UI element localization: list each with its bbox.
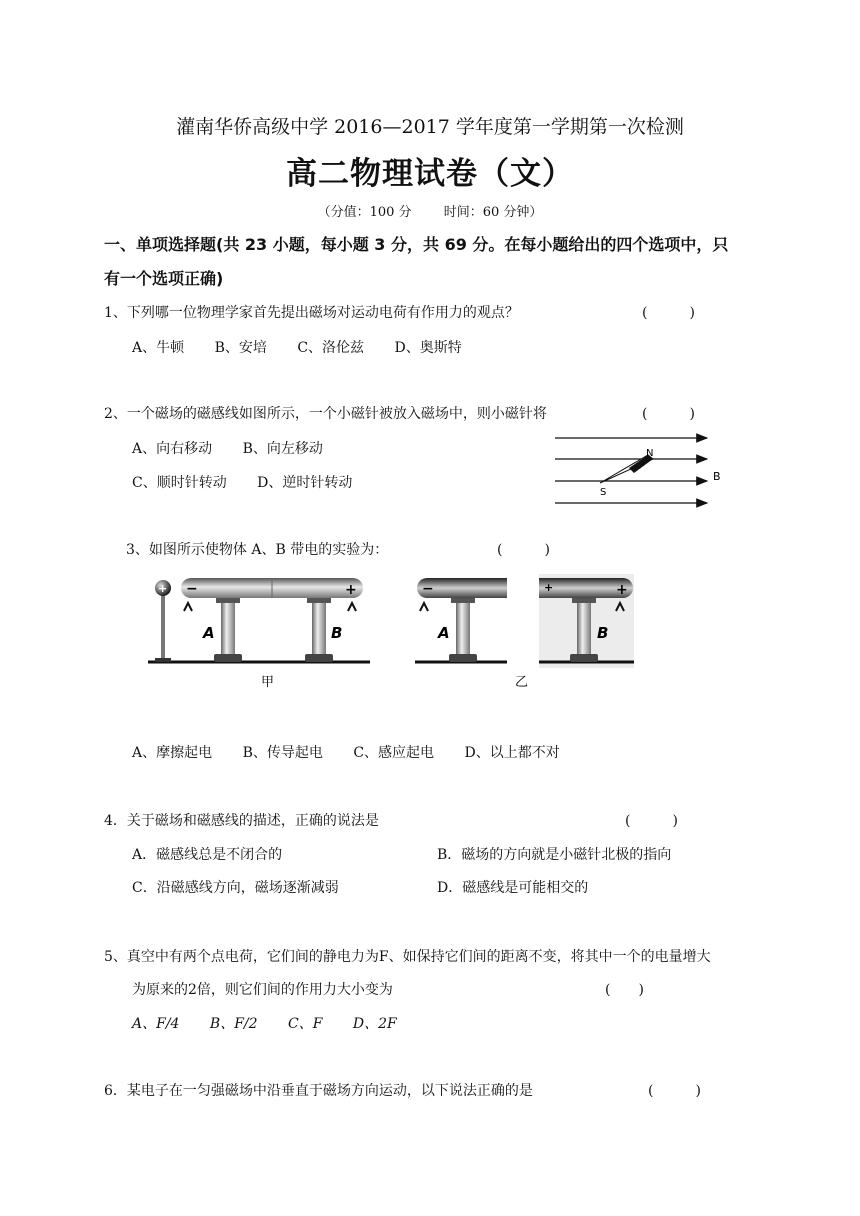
time-info: 时间：60 分钟）	[443, 205, 543, 220]
half-b-charge-plus: +	[616, 582, 628, 598]
question-3-options	[132, 742, 586, 762]
question-4-answer-blank[interactable]: ( )	[625, 813, 678, 829]
post-base-b	[570, 654, 598, 662]
rod-charge-minus: −	[186, 581, 198, 597]
foil-left	[184, 603, 192, 611]
field-label: B	[713, 470, 721, 483]
section-heading-line1: 一、单项选择题(共 23 小题，每小题 3 分，共 69 分。在每小题给出的四个选项中，只	[104, 235, 729, 254]
body-a-label: A	[438, 624, 450, 642]
option-a[interactable]: A、F/4	[132, 1016, 180, 1032]
magnetic-field-figure	[552, 428, 732, 513]
question-5-answer-blank[interactable]: ( )	[605, 982, 644, 998]
option-a[interactable]: A、牛顿	[132, 340, 185, 356]
option-d[interactable]: D、逆时针转动	[257, 475, 353, 491]
option-c[interactable]: C、感应起电	[353, 745, 435, 761]
school-line: 灌南华侨高级中学 2016—2017 学年度第一学期第一次检测	[176, 116, 684, 138]
question-4-stem: 4．关于磁场和磁感线的描述，正确的说法是	[104, 813, 379, 829]
option-a[interactable]: A．磁感线总是不闭合的	[132, 847, 283, 863]
question-2-stem: 2、一个磁场的磁感线如图所示，一个小磁针被放入磁场中，则小磁针将	[104, 406, 547, 422]
body-b-label: B	[597, 624, 609, 642]
question-6-stem: 6．某电子在一匀强磁场中沿垂直于磁场方向运动，以下说法正确的是	[104, 1083, 533, 1099]
exam-meta	[0, 201, 860, 220]
ball-stand-base	[155, 658, 171, 662]
question-6-answer-blank[interactable]: ( )	[648, 1083, 701, 1099]
rod-charge-plus: +	[345, 582, 357, 598]
option-d[interactable]: D、以上都不对	[464, 745, 560, 761]
option-d[interactable]: D、2F	[352, 1016, 397, 1032]
post-base-a	[214, 654, 242, 662]
question-5-stem-cont: 为原来的2倍，则它们间的作用力大小变为	[132, 982, 393, 998]
caption-yi: 乙	[515, 675, 529, 690]
option-d[interactable]: D、奥斯特	[394, 340, 462, 356]
post-cap-a	[216, 598, 240, 603]
body-a-label: A	[203, 624, 215, 642]
figure-yi-right	[539, 574, 634, 668]
option-d[interactable]: D．磁感线是可能相交的	[437, 880, 589, 896]
support-post-b	[577, 603, 591, 654]
option-b[interactable]: B．磁场的方向就是小磁针北极的指向	[437, 847, 672, 863]
foil-a	[420, 603, 428, 611]
half-a-charge-minus: −	[422, 581, 434, 597]
half-b-charge-plus-small: +	[544, 581, 554, 594]
score-info: （分值：100 分	[317, 205, 412, 220]
post-base-a	[449, 654, 477, 662]
post-cap-b	[572, 598, 596, 603]
option-c[interactable]: C、洛伦兹	[297, 340, 365, 356]
question-2-answer-blank[interactable]: ( )	[642, 406, 695, 422]
option-b[interactable]: B、传导起电	[242, 745, 323, 761]
option-a[interactable]: A、向右移动	[132, 441, 213, 457]
option-b[interactable]: B、安培	[214, 340, 267, 356]
question-1-options	[132, 337, 488, 357]
caption-jia: 甲	[261, 675, 275, 690]
option-c[interactable]: C、F	[288, 1016, 323, 1032]
north-label: N	[646, 448, 654, 459]
option-c[interactable]: C、顺时针转动	[132, 475, 227, 491]
charged-ball-stand	[161, 594, 165, 662]
south-label: S	[600, 487, 607, 498]
page-title: 高二物理试卷（文）	[286, 156, 574, 192]
support-post-a	[456, 603, 470, 654]
option-a[interactable]: A、摩擦起电	[132, 745, 213, 761]
question-1-stem: 1、下列哪一位物理学家首先提出磁场对运动电荷有作用力的观点？	[104, 305, 519, 321]
body-b-label: B	[331, 624, 343, 642]
option-c[interactable]: C．沿磁感线方向，磁场逐渐减弱	[132, 880, 339, 896]
question-5-options	[132, 1013, 423, 1033]
question-2-options-row2	[132, 472, 378, 492]
figure-jia	[148, 578, 370, 662]
question-2-options-row1	[132, 438, 349, 458]
post-cap-a	[451, 598, 475, 603]
section-heading-line2: 有一个选项正确)	[104, 269, 224, 288]
post-cap-b	[307, 598, 331, 603]
ball-charge-plus: +	[158, 582, 168, 595]
foil-right	[348, 603, 356, 611]
post-base-b	[305, 654, 333, 662]
question-5-stem: 5、真空中有两个点电荷，它们间的静电力为F、如保持它们间的距离不变，将其中一个的电量增大	[104, 949, 711, 965]
option-b[interactable]: B、F/2	[209, 1016, 258, 1032]
support-post-a	[221, 603, 235, 654]
charging-experiment-figure	[145, 570, 640, 695]
question-3-stem: 3、如图所示使物体 A、B 带电的实验为：	[126, 542, 389, 558]
option-b[interactable]: B、向左移动	[242, 441, 323, 457]
question-3-answer-blank[interactable]: ( )	[497, 542, 550, 558]
support-post-b	[312, 603, 326, 654]
question-1-answer-blank[interactable]: ( )	[642, 305, 695, 321]
figure-yi-left	[415, 578, 507, 662]
